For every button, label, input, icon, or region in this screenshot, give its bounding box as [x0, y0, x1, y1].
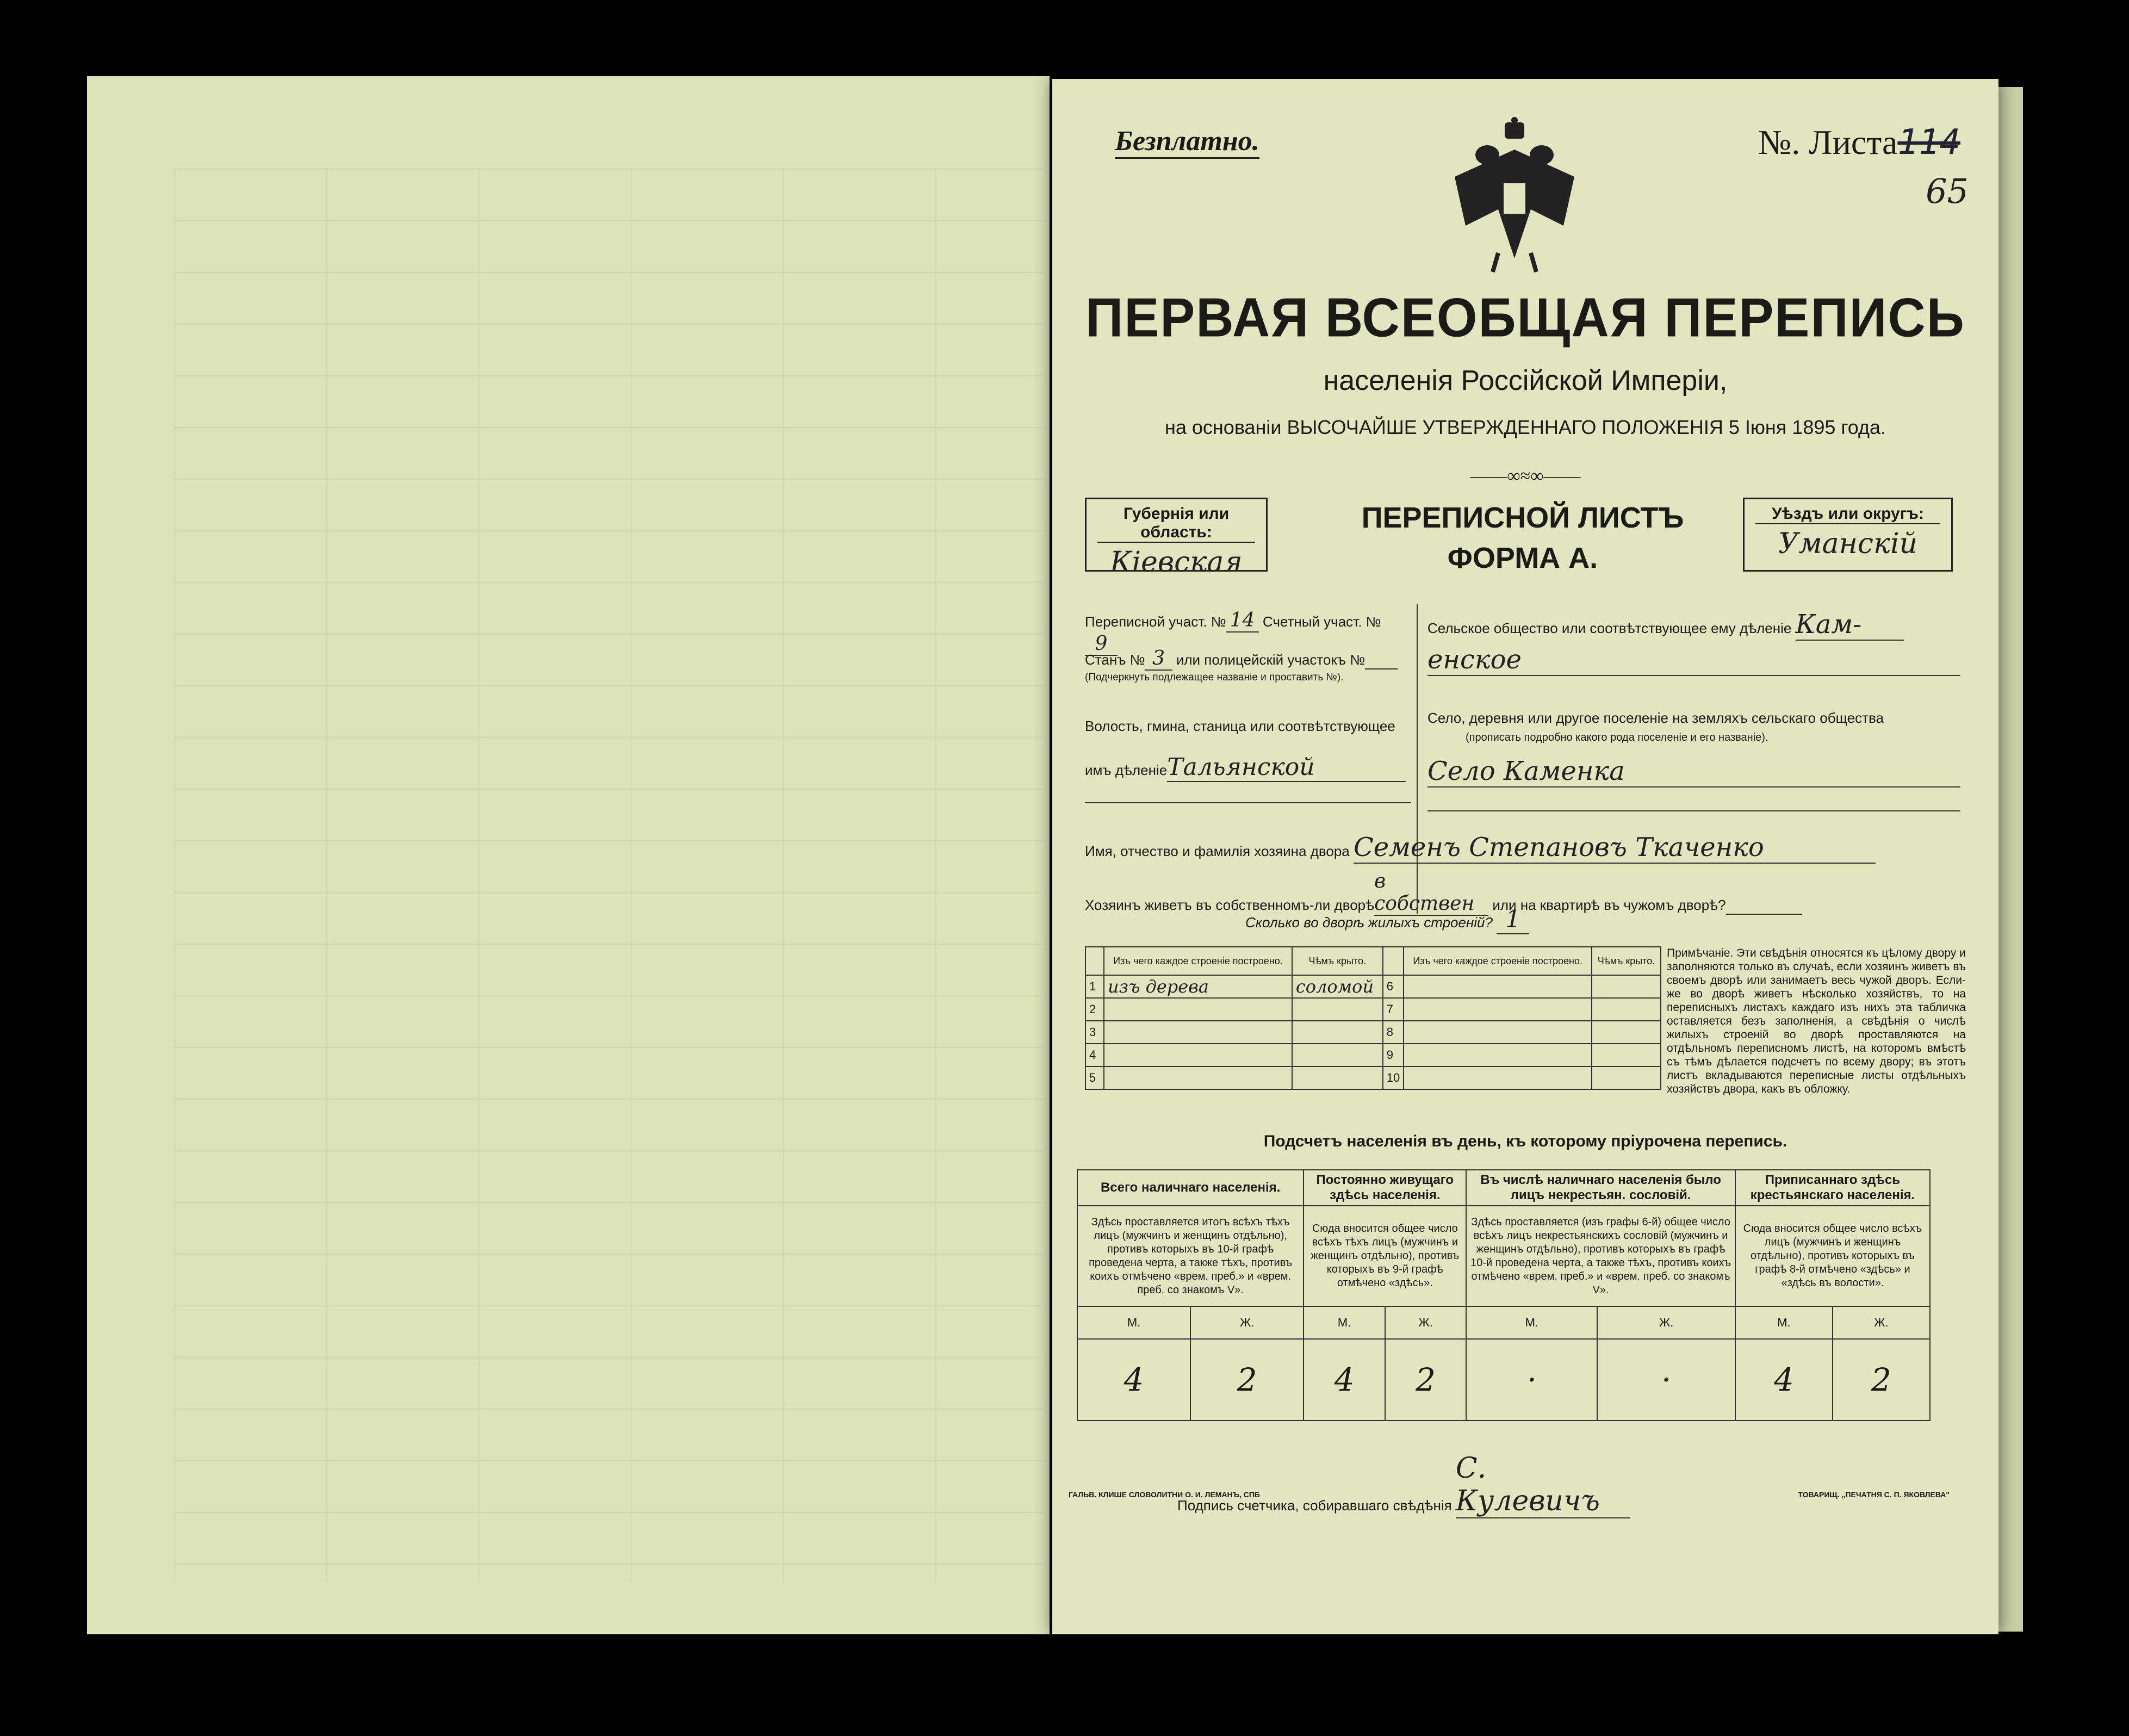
lives-label: Хозяинъ живетъ въ собственномъ-ли дворѣ: [1085, 897, 1375, 913]
roof-cell: [1592, 998, 1661, 1021]
table-row: [1085, 1044, 1661, 1067]
table-row: [1085, 1021, 1661, 1044]
table-row: [1085, 998, 1661, 1021]
census-form-page: [1052, 79, 1998, 1634]
roof-cell: [1592, 975, 1661, 998]
guberniya-label: Губернія или область:: [1097, 505, 1255, 543]
legal-basis: на основаніи ВЫСОЧАЙШЕ УТВЕРЖДЕННАГО ПОЛОЖЕНІЯ 5 Іюня 1895 года.: [1164, 416, 1886, 438]
col-permanent-desc: Сюда вносится общее число всѣхъ тѣхъ лицъ (мужчинъ и женщинъ отдѣльно), противъ которыхъ въ 9-й графѣ отмѣчено «здѣсь».: [1304, 1206, 1466, 1306]
material-cell: изъ дерева: [1104, 975, 1292, 998]
volost-row: [1085, 753, 1411, 782]
police-area-label: или полицейскій участокъ №: [1176, 652, 1365, 668]
roof-cell: [1592, 1044, 1661, 1067]
ornament: ——∞≈∞——: [1470, 466, 1581, 486]
material-cell: [1104, 998, 1292, 1021]
society-row: [1427, 609, 1960, 641]
material-cell: [1404, 998, 1592, 1021]
col-nonpeasant-desc: Здѣсь проставляется (изъ графы 6-й) общее число всѣхъ лицъ некрестьянскихъ сословій (мужчинъ и женщинъ отдѣльно), противъ которыхъ въ графѣ 10-й проведена черта, а также тѣхъ, противъ коихъ отмѣчено «врем. преб.» и «врем. преб. со знакомъ V».: [1466, 1206, 1735, 1306]
roof-cell: [1592, 1067, 1661, 1089]
lives-value: в собствен: [1374, 870, 1488, 916]
roof-cell: [1292, 998, 1383, 1021]
row-number: 4: [1085, 1044, 1104, 1067]
page-title: ПЕРВАЯ ВСЕОБЩАЯ ПЕРЕПИСЬ: [1085, 287, 1965, 349]
printer-left: ГАЛЬВ. КЛИШЕ СЛОВОЛИТНИ О. И. ЛЕМАНЪ, СПБ: [1069, 1490, 1260, 1499]
material-cell: [1404, 975, 1592, 998]
form-title-line1: ПЕРЕПИСНОЙ ЛИСТЪ: [1361, 501, 1684, 534]
female-label: Ж.: [1385, 1306, 1467, 1339]
total-male-value: 4: [1077, 1339, 1190, 1421]
buildings-value: 1: [1497, 906, 1529, 934]
table-row: [1085, 1067, 1661, 1089]
roof-cell: [1592, 1021, 1661, 1044]
uezd-value: Уманскій: [1778, 528, 1918, 560]
buildings-label: Сколько во дворѣ жилыхъ строеній?: [1245, 914, 1493, 931]
society-value-1: Кам-: [1796, 609, 1904, 641]
buildings-row: [1245, 906, 1529, 934]
material-cell: [1404, 1044, 1592, 1067]
row-number: 8: [1383, 1021, 1404, 1044]
col-total-desc: Здѣсь проставляется итогъ всѣхъ тѣхъ лицъ (мужчинъ и женщинъ отдѣльно), противъ которыхъ въ 10-й графѣ проведена черта, а также тѣхъ, противъ коихъ отмѣчено «врем. преб.» и «врем. преб. со знакомъ V».: [1077, 1206, 1304, 1306]
material-cell: [1404, 1067, 1592, 1089]
signature-label: Подпись счетчика, собиравшаго свѣдѣнія: [1177, 1497, 1452, 1514]
row-number: 1: [1085, 975, 1104, 998]
peasant-male-value: 4: [1735, 1339, 1833, 1421]
uezd-label: Уѣздъ или округъ:: [1755, 505, 1940, 524]
col-peasant-desc: Сюда вносится общее число всѣхъ лицъ (мужчинъ и женщинъ отдѣльно), противъ которыхъ въ графѣ 8-й отмѣчено «здѣсь» и «здѣсь въ волости».: [1735, 1206, 1930, 1306]
permanent-male-value: 4: [1304, 1339, 1385, 1421]
col-nonpeasant-header: Въ числѣ наличнаго населенія было лицъ некрестьян. сословій.: [1466, 1170, 1735, 1206]
material-cell: [1104, 1021, 1292, 1044]
count-title: Подсчетъ населенія въ день, къ которому пріурочена перепись.: [1263, 1132, 1787, 1150]
owner-row: [1085, 832, 1966, 864]
form-title: [1270, 498, 1776, 578]
nonpeasant-female-value: ·: [1597, 1339, 1735, 1421]
column-divider: [1417, 604, 1418, 914]
female-label: Ж.: [1597, 1306, 1735, 1339]
permanent-female-value: 2: [1385, 1339, 1467, 1421]
guberniya-value: Кіевская: [1110, 546, 1243, 579]
underline-note: (Подчеркнуть подлежащее названіе и проставить №).: [1085, 672, 1344, 683]
material-cell: [1104, 1044, 1292, 1067]
material-cell: [1104, 1067, 1292, 1089]
nonpeasant-male-value: ·: [1466, 1339, 1597, 1421]
form-title-line2: ФОРМА А.: [1447, 542, 1598, 574]
census-area-value: 14: [1226, 609, 1259, 633]
stan-value: 3: [1145, 647, 1172, 671]
signature-value: С. Кулевичъ: [1456, 1452, 1630, 1518]
row-number: 3: [1085, 1021, 1104, 1044]
row-number: 2: [1085, 998, 1104, 1021]
owner-label: Имя, отчество и фамилія хозяина двора: [1085, 843, 1350, 859]
roof-cell: [1292, 1021, 1383, 1044]
village-note: (прописать подробно какого рода поселеніе и его названіе).: [1466, 731, 1768, 743]
col-permanent-header: Постоянно живущаго здѣсь населенія.: [1304, 1170, 1466, 1206]
note-text: Примѣчаніе. Эти свѣдѣнія относятся къ цѣлому двору и заполняются только въ случаѣ, если хозяинъ живетъ въ своемъ дворѣ или занимаетъ весь чужой дворъ. Если-же во дворѣ живетъ нѣсколько хозяйствъ, то на переписныхъ листахъ каждаго изъ нихъ эта табличка оставляется безъ заполненія, а свѣдѣнія о числѣ жилыхъ строеній во дворѣ проставляются на отдѣльномъ переписномъ листѣ, на которомъ вмѣстѣ съ тѣмъ дѣлается подсчетъ по всему двору; въ этотъ листъ вкладываются переписные листы отдѣльныхъ хозяйствъ двора, какъ въ обложку.: [1667, 947, 1966, 1095]
printer-right: ТОВАРИЩ. „ПЕЧАТНЯ С. П. ЯКОВЛЕВА": [1798, 1490, 1950, 1499]
male-label: М.: [1304, 1306, 1385, 1339]
society-value-2: енское: [1427, 644, 1960, 676]
col-n2: [1383, 947, 1404, 975]
count-area-label: Счетный участ. №: [1262, 613, 1381, 630]
col-roof-2: Чѣмъ крыто.: [1592, 947, 1661, 975]
table-row: [1085, 975, 1661, 998]
sheet-number-label: №. Листа: [1758, 123, 1898, 162]
stan-row: [1085, 647, 1411, 671]
volost-label-2: имъ дѣленіе: [1085, 762, 1168, 778]
page-subtitle: населенія Россійской Имперіи,: [1323, 365, 1728, 396]
female-label: Ж.: [1190, 1306, 1304, 1339]
col-peasant-header: Приписаннаго здѣсь крестьянскаго населенія.: [1735, 1170, 1930, 1206]
guberniya-box: [1085, 498, 1268, 579]
col-material-2: Изъ чего каждое строеніе построено.: [1404, 947, 1592, 975]
female-label: Ж.: [1833, 1306, 1930, 1339]
double-headed-eagle-emblem: [1444, 117, 1585, 275]
col-material-1: Изъ чего каждое строеніе построено.: [1104, 947, 1292, 975]
society-label: Сельское общество или соотвѣтствующее ему дѣленіе: [1427, 620, 1792, 636]
stan-label: Станъ №: [1085, 652, 1145, 668]
col-n1: [1085, 947, 1104, 975]
village-value: Село Каменка: [1427, 756, 1960, 788]
divider-line: [1085, 802, 1411, 803]
roof-cell: соломой: [1292, 975, 1383, 998]
page-edge: [1998, 87, 2023, 1632]
bleed-through-grid: [174, 169, 1044, 1583]
lives-label-2: или на квартирѣ въ чужомъ дворѣ?: [1492, 897, 1726, 913]
buildings-table: [1085, 946, 1661, 1090]
row-number: 6: [1383, 975, 1404, 998]
population-count-table: [1077, 1169, 1931, 1421]
count-area-value: 9: [1085, 633, 1118, 656]
uezd-box: [1743, 498, 1953, 572]
col-total-header: Всего наличнаго населенія.: [1077, 1170, 1304, 1206]
roof-cell: [1292, 1044, 1383, 1067]
row-number: 9: [1383, 1044, 1404, 1067]
volost-label: Волость, гмина, станица или соотвѣтствующее: [1085, 718, 1395, 734]
census-area-label: Переписной участ. №: [1085, 613, 1226, 630]
male-label: М.: [1735, 1306, 1833, 1339]
signature-row: [1177, 1452, 1630, 1518]
row-number: 7: [1383, 998, 1404, 1021]
col-roof-1: Чѣмъ крыто.: [1292, 947, 1383, 975]
volost-value: Тальянской: [1167, 753, 1406, 782]
peasant-female-value: 2: [1833, 1339, 1930, 1421]
sheet-number-handwritten: 65: [1926, 171, 1969, 211]
left-page-blank: [87, 76, 1050, 1634]
sheet-number-crossed: 114: [1897, 122, 1960, 163]
divider-line-2: [1427, 810, 1960, 811]
roof-cell: [1292, 1067, 1383, 1089]
owner-value: Семенъ Степановъ Ткаченко: [1354, 832, 1876, 864]
sheet-number: [1758, 122, 1960, 163]
row-number: 5: [1085, 1067, 1104, 1089]
male-label: М.: [1466, 1306, 1597, 1339]
material-cell: [1404, 1021, 1592, 1044]
row-number: 10: [1383, 1067, 1404, 1089]
village-label: Село, деревня или другое поселеніе на земляхъ сельскаго общества: [1427, 710, 1884, 726]
free-label: Безплатно.: [1115, 125, 1259, 159]
male-label: М.: [1077, 1306, 1190, 1339]
total-female-value: 2: [1190, 1339, 1304, 1421]
